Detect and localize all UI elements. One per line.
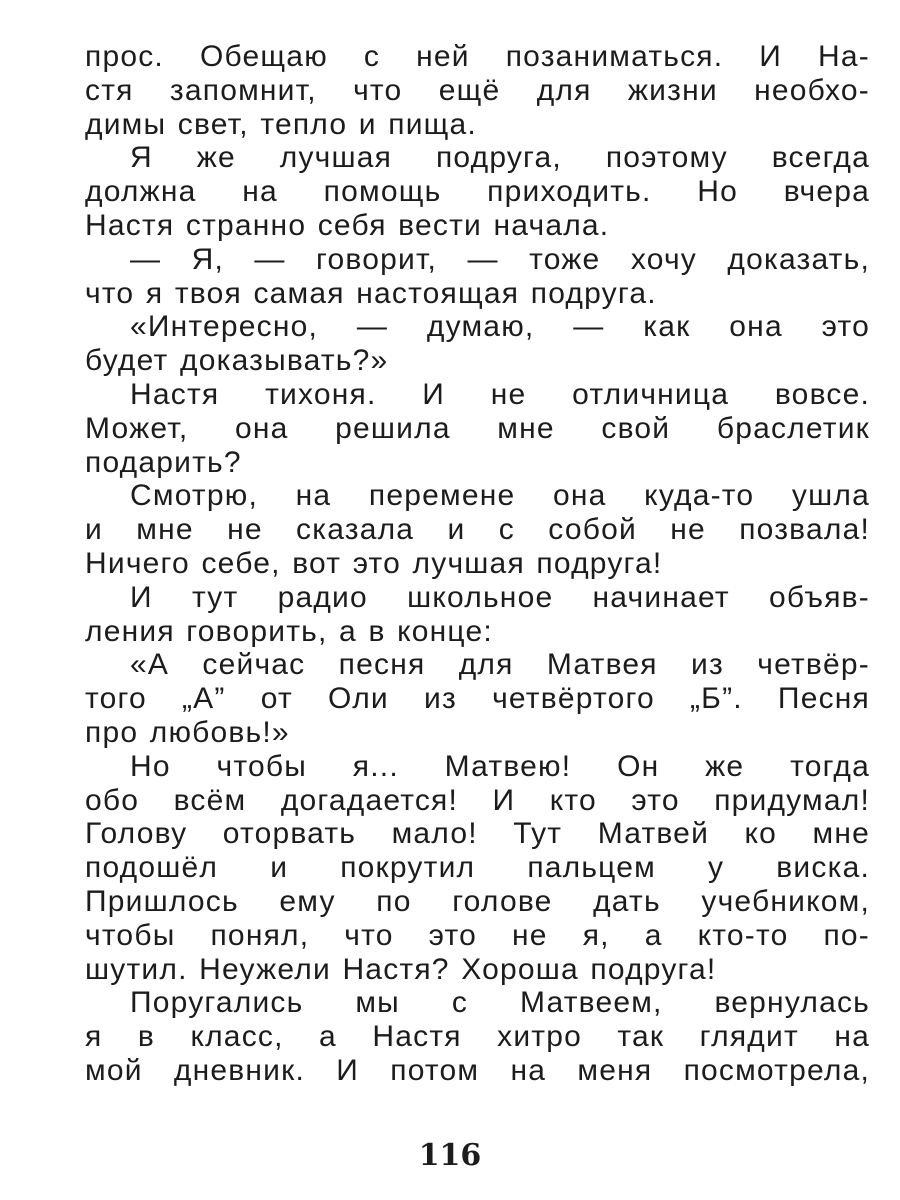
text-line: ления говорить, а в конце: <box>85 614 493 648</box>
text-line: «А сейчас песня для Матвея из четвёр- <box>130 648 870 682</box>
text-line: должна на помощь приходить. Но вчера <box>85 175 870 209</box>
text-line: обо всём догадается! И кто это придумал! <box>85 783 870 817</box>
text-line: и мне не сказала и с собой не позвала! <box>85 513 870 547</box>
text-line: стя запомнит, что ещё для жизни необхо- <box>85 73 870 107</box>
text-line: я в класс, а Настя хитро так глядит на <box>85 1020 870 1054</box>
text-line: Настя странно себя вести начала. <box>85 208 610 242</box>
text-line: подарить? <box>85 445 242 479</box>
text-line: про любовь!» <box>85 715 290 749</box>
text-line: Пришлось ему по голове дать учебником, <box>85 884 870 918</box>
page-body-text <box>85 40 870 1088</box>
text-line: димы свет, тепло и пища. <box>85 107 477 141</box>
text-line: Но чтобы я... Матвею! Он же тогда <box>130 749 870 783</box>
text-line: чтобы понял, что это не я, а кто-то по- <box>85 918 870 952</box>
text-line: будет доказывать?» <box>85 344 389 378</box>
text-line: Смотрю, на перемене она куда-то ушла <box>130 479 870 513</box>
text-line: Настя тихоня. И не отличница вовсе. <box>130 377 870 411</box>
text-line: Может, она решила мне свой браслетик <box>85 411 870 445</box>
text-line: «Интересно, — думаю, — как она это <box>130 310 870 344</box>
text-line: шутил. Неужели Настя? Хороша подруга! <box>85 952 717 986</box>
text-line: Ничего себе, вот это лучшая подруга! <box>85 546 663 580</box>
page-number: 116 <box>418 1138 482 1173</box>
text-line: Голову оторвать мало! Тут Матвей ко мне <box>85 817 870 851</box>
text-line: подошёл и покрутил пальцем у виска. <box>85 851 870 885</box>
text-line: того „А” от Оли из четвёртого „Б”. Песня <box>85 682 870 716</box>
text-line: что я твоя самая настоящая подруга. <box>85 276 657 310</box>
text-line: мой дневник. И потом на меня посмотрела, <box>85 1053 870 1087</box>
text-line: Поругались мы с Матвеем, вернулась <box>130 986 870 1020</box>
text-line: — Я, — говорит, — тоже хочу доказать, <box>130 242 870 276</box>
text-line: И тут радио школьное начинает объяв- <box>130 580 870 614</box>
text-line: Я же лучшая подруга, поэтому всегда <box>130 141 870 175</box>
text-line: прос. Обещаю с ней позаниматься. И На- <box>85 40 870 73</box>
